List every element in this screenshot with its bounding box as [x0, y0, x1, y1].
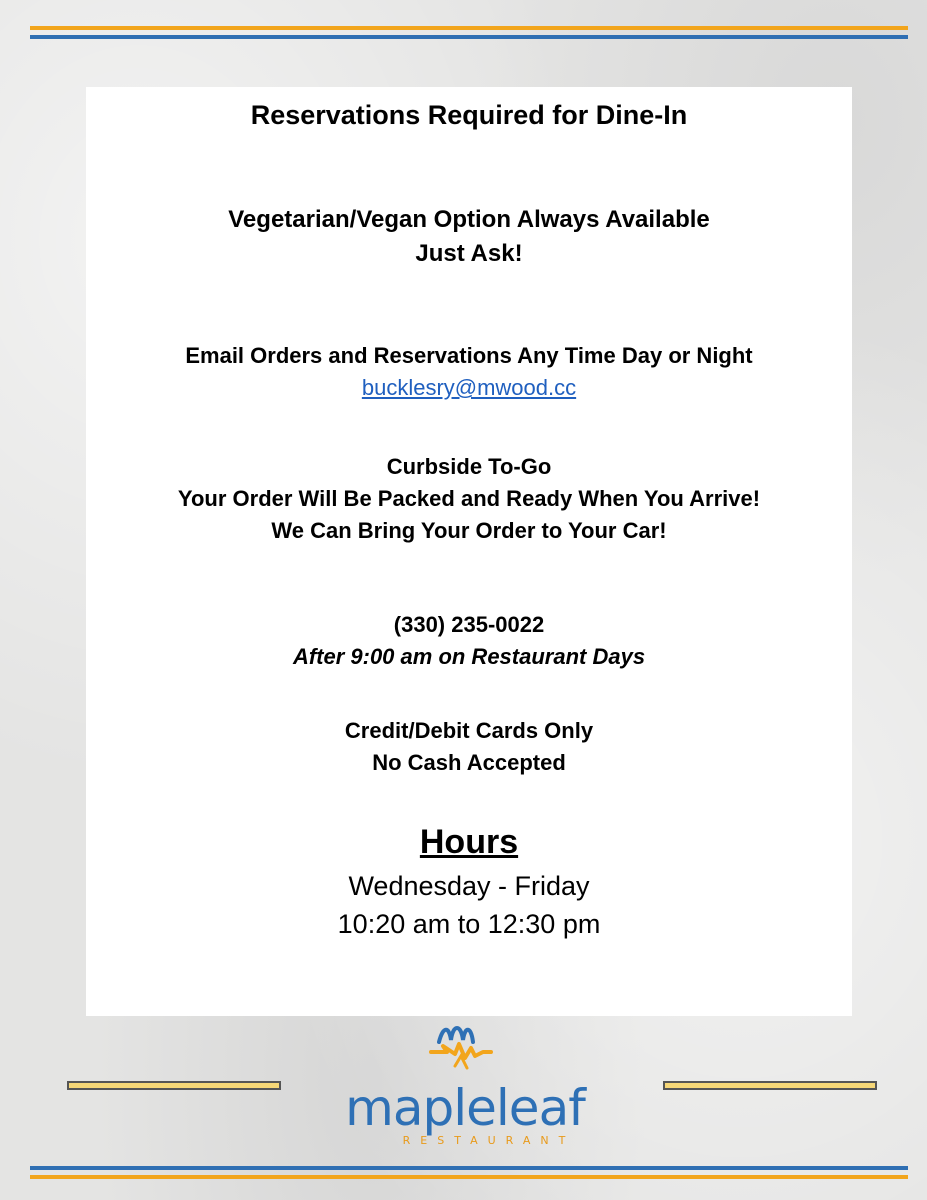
- top-border-stripe: [30, 26, 908, 39]
- curbside-packed-line: Your Order Will Be Packed and Ready When You Arrive!: [177, 486, 761, 511]
- restaurant-logo: [340, 1018, 590, 1148]
- email-notice: Email Orders and Reservations Any Time Day or Night: [185, 343, 753, 368]
- vegetarian-line: Vegetarian/Vegan Option Always Available: [228, 206, 710, 233]
- hours-time: 10:20 am to 12:30 pm: [337, 909, 601, 939]
- phone-section: [86, 609, 852, 673]
- payment-section: [86, 715, 852, 779]
- payment-cards-line: Credit/Debit Cards Only: [344, 718, 594, 743]
- phone-hours-note: After 9:00 am on Restaurant Days: [292, 644, 646, 669]
- bottom-border-stripe: [30, 1166, 908, 1179]
- logo-wordmark: mapleleaf: [345, 1079, 585, 1137]
- curbside-section: [86, 451, 852, 547]
- hours-days: Wednesday - Friday: [348, 871, 590, 901]
- vegetarian-notice: [86, 203, 852, 271]
- curbside-heading: Curbside To-Go: [386, 454, 552, 479]
- payment-cash-line: No Cash Accepted: [372, 750, 566, 775]
- curbside-car-line: We Can Bring Your Order to Your Car!: [271, 518, 667, 543]
- hours-section: [86, 867, 852, 943]
- notice-panel: [86, 87, 852, 1016]
- email-link[interactable]: bucklesry@mwood.cc: [361, 375, 577, 400]
- page-title: Reservations Required for Dine-In: [250, 100, 688, 130]
- right-divider: [663, 1081, 877, 1090]
- logo-subtitle: RESTAURANT: [402, 1134, 576, 1147]
- left-divider: [67, 1081, 281, 1090]
- maple-leaf-icon: [425, 1018, 505, 1078]
- just-ask-line: Just Ask!: [415, 240, 523, 267]
- email-section: [86, 340, 852, 404]
- hours-heading: Hours: [419, 823, 519, 861]
- phone-number: (330) 235-0022: [393, 612, 545, 637]
